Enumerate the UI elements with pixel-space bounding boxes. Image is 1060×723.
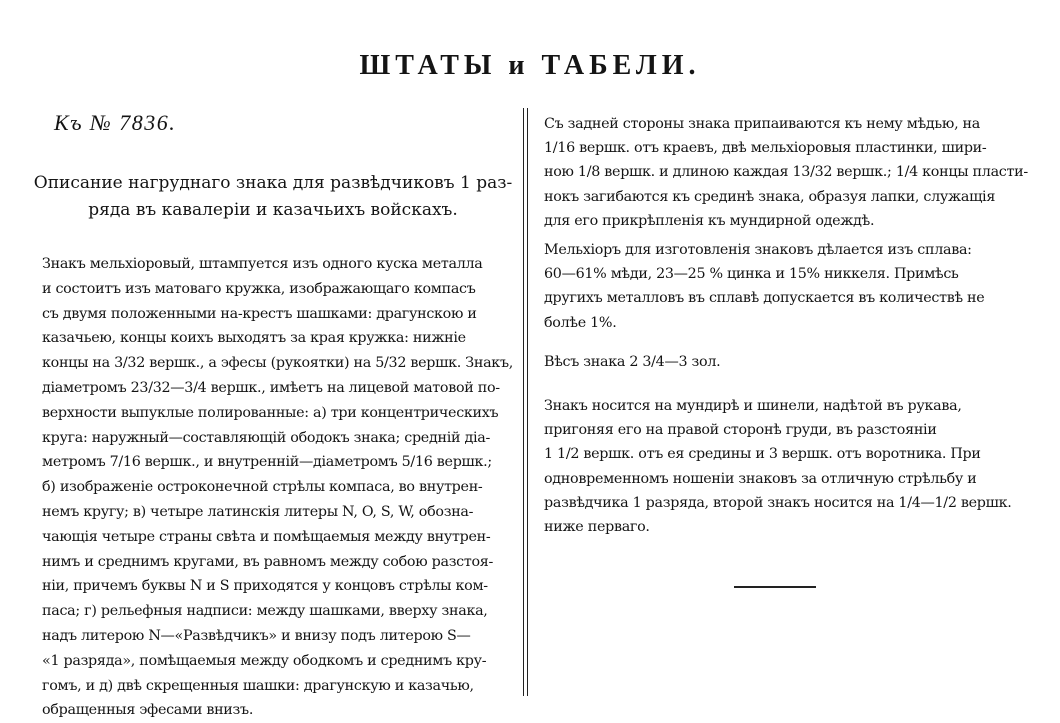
heading-line: Описание нагруднаго знака для развѣдчиковъ 1 раз-	[33, 173, 513, 193]
text-line: круга: наружный—составляющій ободокъ знака; средній діа-	[42, 429, 490, 446]
text-line: концы на 3/32 вершк., а эфесы (рукоятки) на 5/32 вершк. Знакъ,	[42, 355, 513, 372]
text-line: развѣдчика 1 разряда, второй знакъ носится на 1/4—1/2 вершк.	[544, 494, 1012, 511]
text-line: б) изображеніе остроконечной стрѣлы компаса, во внутрен-	[42, 479, 483, 496]
right-column	[544, 108, 1028, 708]
text-line: Съ задней стороны знака припаиваются къ нему мѣдью, на	[544, 116, 981, 132]
text-line: Знакъ мельхіоровый, штампуется изъ одного куска металла	[42, 256, 483, 272]
text-line: надъ литерою N—«Развѣдчикъ» и внизу подъ литерою S—	[42, 627, 471, 644]
section-heading	[32, 170, 514, 224]
wearing-paragraph	[544, 394, 1028, 539]
text-line: ною 1/8 вершк. и длиною каждая 13/32 вершк.; 1/4 концы пласти-	[544, 164, 1028, 181]
text-line: метромъ 7/16 вершк., и внутренній—діаметромъ 5/16 вершк.;	[42, 454, 492, 471]
text-line: другихъ металловъ въ сплавѣ допускается въ количествѣ не	[544, 290, 985, 307]
text-line: гомъ, и д) двѣ скрещенныя шашки: драгунскую и казачью,	[42, 677, 474, 694]
text-line: Мельхіоръ для изготовленія знаковъ дѣлается изъ сплава:	[544, 242, 972, 258]
heading-line: ряда въ кавалеріи и казачьихъ войскахъ.	[88, 200, 458, 220]
attachment-paragraph	[544, 112, 1028, 233]
text-line: нимъ и среднимъ кругами, въ равномъ между собою разстоя-	[42, 553, 494, 570]
column-divider-right	[527, 108, 528, 696]
text-line: Знакъ носится на мундирѣ и шинели, надѣтой въ рукава,	[544, 398, 962, 414]
text-line: чающія четыре страны свѣта и помѣщаемыя между внутрен-	[42, 528, 491, 545]
text-line: пригоняя его на правой сторонѣ груди, въ разстояніи	[544, 422, 937, 439]
text-line: для его прикрѣпленія къ мундирной одеждѣ.	[544, 212, 875, 229]
text-line: ніи, причемъ буквы N и S приходятся у концовъ стрѣлы ком-	[42, 578, 488, 595]
text-line: немъ кругу; в) четыре латинскія литеры N, O, S, W, обозна-	[42, 503, 474, 520]
text-line: обращенныя эфесами внизъ.	[42, 702, 254, 719]
column-divider-left	[523, 108, 524, 696]
text-line: верхности выпуклые полированные: а) три концентрическихъ	[42, 404, 499, 421]
text-line: 1 1/2 вершк. отъ ея средины и 3 вершк. отъ воротника. При	[544, 446, 981, 463]
text-line: діаметромъ 23/32—3/4 вершк., имѣетъ на лицевой матовой по-	[42, 379, 500, 396]
text-line: «1 разряда», помѣщаемыя между ободкомъ и среднимъ кру-	[42, 652, 487, 669]
text-line: 60—61% мѣди, 23—25 % цинка и 15% никкеля. Примѣсь	[544, 266, 959, 283]
text-line: и состоитъ изъ матоваго кружка, изображающаго компасъ	[42, 280, 476, 297]
text-line: казачьею, концы коихъ выходятъ за края кружка: нижніе	[42, 330, 466, 347]
description-paragraph	[42, 252, 514, 723]
text-line: нокъ загибаются къ срединѣ знака, образуя лапки, служащія	[544, 188, 996, 205]
page-title: ШТАТЫ и ТАБЕЛИ.	[359, 50, 701, 81]
left-column	[32, 108, 514, 719]
text-line: 1/16 вершк. отъ краевъ, двѣ мельхіоровыя пластинки, шири-	[544, 140, 987, 157]
document-reference: Къ № 7836.	[54, 110, 177, 135]
text-line: Вѣсъ знака 2 3/4—3 зол.	[544, 354, 721, 370]
alloy-paragraph	[544, 238, 1028, 335]
text-line: одновременномъ ношеніи знаковъ за отличную стрѣльбу и	[544, 470, 977, 487]
text-line: болѣе 1%.	[544, 314, 617, 331]
end-rule	[734, 586, 816, 588]
text-line: ниже перваго.	[544, 519, 650, 536]
text-line: паса; г) рельефныя надписи: между шашками, вверху знака,	[42, 603, 488, 620]
weight-paragraph	[544, 350, 1028, 374]
text-line: съ двумя положенными на-крестъ шашками: драгунскою и	[42, 305, 477, 322]
